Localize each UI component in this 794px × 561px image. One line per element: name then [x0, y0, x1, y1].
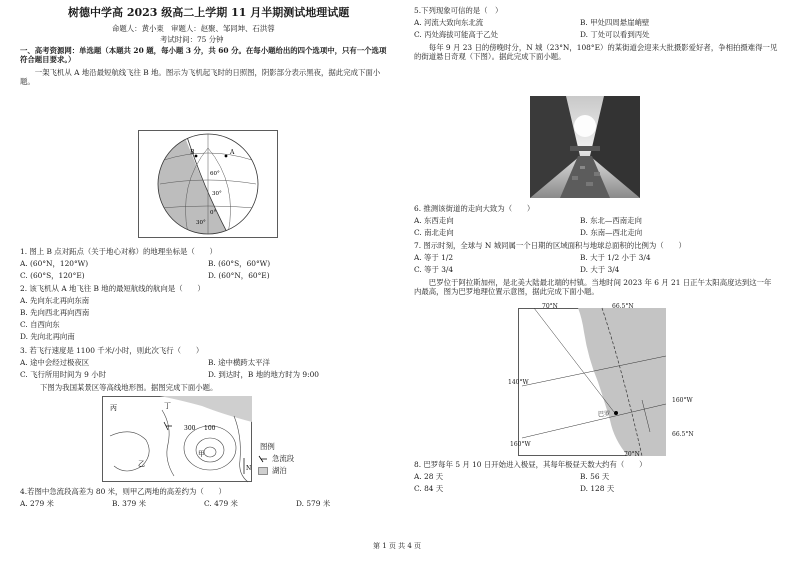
- label-jia: 甲: [198, 450, 205, 458]
- point-b: [195, 155, 198, 158]
- q6-option-a[interactable]: A. 东西走向: [414, 216, 454, 225]
- label-ding: 丁: [164, 402, 171, 410]
- contour-map: [102, 396, 252, 482]
- label-160w-a: 160°W: [672, 397, 693, 404]
- q4-option-d[interactable]: D. 579 米: [296, 499, 331, 508]
- label-yi: 乙: [138, 460, 145, 468]
- page-footer: 第 1 页 共 4 页: [372, 542, 422, 550]
- q4-option-c[interactable]: C. 479 米: [204, 499, 238, 508]
- label-70n-b: 70°N: [624, 451, 640, 458]
- label-160w-b: 160°W: [510, 441, 531, 448]
- intro-3: 每年 9 月 23 日的傍晚时分，N 城（23°N，108°E）的某街道会迎来大批摄影爱好者，争相拍摄难得一见的街道悬日奇观（下图）。据此完成下面小题。: [414, 43, 778, 61]
- legend-lake-icon: [258, 467, 268, 475]
- q7-stem: 7. 图示时刻，全球与 N 城同属一个日期的区域面积与地球总面积的比例为（ ）: [414, 241, 686, 250]
- q7-option-d[interactable]: D. 大于 3/4: [580, 265, 620, 274]
- legend-lake: 湖泊: [272, 466, 287, 475]
- label-30: 30°: [212, 191, 222, 197]
- q4-option-a[interactable]: A. 279 米: [20, 499, 54, 508]
- q3-option-a[interactable]: A. 途中会经过极夜区: [20, 358, 90, 367]
- q4-option-b[interactable]: B. 379 米: [112, 499, 146, 508]
- q1-stem: 1. 图上 B 点对跖点（关于地心对称）的地理坐标是（ ）: [20, 247, 217, 256]
- q3-option-d[interactable]: D. 到达时，B 地的地方时为 9:00: [208, 370, 319, 379]
- q6-option-c[interactable]: C. 南北走向: [414, 228, 454, 237]
- q6-option-b[interactable]: B. 东北—西南走向: [580, 216, 642, 225]
- label-n: N: [246, 465, 252, 472]
- label-66n: 66.5°N: [612, 303, 634, 310]
- legend-title: 图例: [260, 442, 275, 451]
- q8-option-b[interactable]: B. 56 天: [580, 472, 610, 481]
- label-70n: 70°N: [542, 303, 558, 310]
- label-c300: 300: [184, 425, 196, 432]
- bridge: [570, 146, 600, 151]
- q1-option-a[interactable]: A. (60°N，120°W): [20, 259, 89, 268]
- q1-option-b[interactable]: B. (60°S，60°W): [208, 259, 271, 268]
- label-30b: 30°: [196, 220, 206, 226]
- q4-stem: 4.若图中急流段高差为 80 米，则甲乙两地的高差约为（ ）: [20, 487, 226, 496]
- exam-title: 树德中学高 2023 级高二上学期 11 月半期测试地理试题: [68, 6, 350, 19]
- q2-option-b[interactable]: B. 先向西北再向西南: [20, 308, 90, 317]
- q5-option-b[interactable]: B. 甲处四周悬崖峭壁: [580, 18, 650, 27]
- q1-option-c[interactable]: C. (60°S，120°E): [20, 271, 85, 280]
- q7-option-b[interactable]: B. 大于 1/2 小于 3/4: [580, 253, 651, 262]
- exam-authors: 命题人：黄小東 审题人：赵聚、邹同坤、石洪蓉: [112, 24, 275, 33]
- q7-option-c[interactable]: C. 等于 3/4: [414, 265, 454, 274]
- q5-stem: 5.下列现象可信的是（ ）: [414, 6, 503, 15]
- q5-option-a[interactable]: A. 河流大致向东北流: [414, 18, 484, 27]
- q5-option-c[interactable]: C. 丙处海拔可能高于乙处: [414, 30, 498, 39]
- q8-option-c[interactable]: C. 84 天: [414, 484, 444, 493]
- label-140w: 140°W: [508, 379, 529, 386]
- legend-rapid: 急流段: [272, 454, 295, 463]
- label-bing: 丙: [110, 404, 117, 412]
- q2-option-d[interactable]: D. 先向北再向南: [20, 332, 75, 341]
- label-barrow: 巴罗: [598, 411, 611, 418]
- globe-figure: [138, 130, 278, 238]
- exam-time: 考试时间：75 分钟: [160, 35, 224, 44]
- q2-option-c[interactable]: C. 自西向东: [20, 320, 60, 329]
- street-sunset-photo: [530, 96, 640, 198]
- q3-option-c[interactable]: C. 飞行所用时间为 9 小时: [20, 370, 107, 379]
- label-b: B: [190, 149, 195, 156]
- intro-2: 下图为我国某景区等高线地形图。据图完成下面小题。: [40, 383, 218, 392]
- label-0: 0°: [210, 210, 217, 216]
- q3-stem: 3. 若飞行速度是 1100 千米/小时，则此次飞行（ ）: [20, 346, 204, 355]
- section-heading: 一、高考资源网：单选题（本题共 20 题，每小题 3 分，共 60 分。在每小题给出的四个选项中，只有一个选项符合题目要求。）: [20, 46, 387, 64]
- label-a: A: [230, 149, 235, 156]
- q5-option-d[interactable]: D. 丁处可以看到丙处: [580, 30, 650, 39]
- q1-option-d[interactable]: D. (60°N，60°E): [208, 271, 270, 280]
- label-c100: 100: [204, 425, 216, 432]
- q8-option-a[interactable]: A. 28 天: [414, 472, 444, 481]
- q7-option-a[interactable]: A. 等于 1/2: [414, 253, 454, 262]
- q8-stem: 8. 巴罗每年 5 月 10 日开始进入极昼，其每年极昼天数大约有（ ）: [414, 460, 647, 469]
- barrow-point: [614, 411, 618, 415]
- label-66n-b: 66.5°N: [672, 431, 694, 438]
- q6-stem: 6. 推测该街道的走向大致为（ ）: [414, 204, 535, 213]
- q6-option-d[interactable]: D. 东南—西北走向: [580, 228, 643, 237]
- intro-4: 巴罗位于阿拉斯加州，是北美大陆最北端的村镇。当地时间 2023 年 6 月 21 日正午太阳高度达到这一年内最高，图为巴罗地理位置示意图，据此完成下面小题。: [414, 278, 772, 296]
- barrow-map: [518, 308, 666, 456]
- intro-1: 一架飞机从 A 地沿最短航线飞往 B 地。图示为飞机起飞时的日照图，阴影部分表示黑夜，据此完成下面小题。: [20, 68, 381, 86]
- sun: [574, 115, 596, 137]
- q3-option-b[interactable]: B. 途中横跨太平洋: [208, 358, 270, 367]
- point-a: [225, 155, 228, 158]
- q8-option-d[interactable]: D. 128 天: [580, 484, 615, 493]
- label-60: 60°: [210, 171, 220, 177]
- q2-option-a[interactable]: A. 先向东北再向东南: [20, 296, 90, 305]
- q2-stem: 2. 该飞机从 A 地飞往 B 地的最短航线的航向是（ ）: [20, 284, 205, 293]
- legend-rapid-icon: [258, 455, 268, 463]
